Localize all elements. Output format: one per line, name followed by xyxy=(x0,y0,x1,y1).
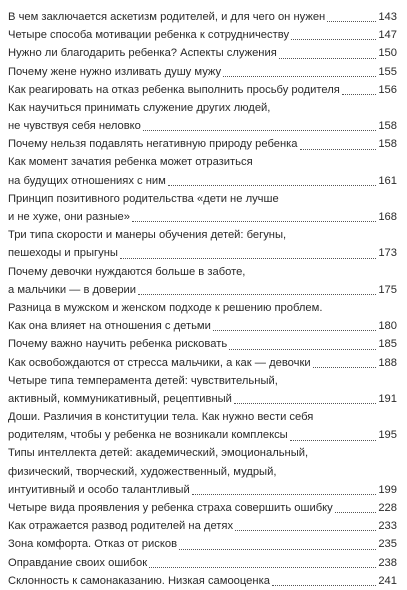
toc-line xyxy=(8,63,397,81)
toc-entry-title: активный, коммуникативный, рецептивный xyxy=(8,392,232,405)
dot-leader xyxy=(192,493,377,495)
toc-entry-title: Зона комфорта. Отказ от рисков xyxy=(8,538,178,551)
toc-entry xyxy=(8,499,397,517)
toc-entry-title: родителям, чтобы у ребенка не возникали комплексы xyxy=(8,429,288,442)
dot-leader xyxy=(327,20,376,22)
toc-entry xyxy=(8,535,397,553)
toc-entry-title: Как освобождаются от стресса мальчики, а как — девочки xyxy=(8,356,311,369)
toc-page-number: 173 xyxy=(378,247,397,260)
toc-entry-title: Почему нельзя подавлять негативную природу ребенка xyxy=(8,138,298,151)
toc-line xyxy=(8,317,397,335)
toc-line xyxy=(8,154,397,172)
dot-leader xyxy=(149,566,376,568)
table-of-contents xyxy=(8,8,397,590)
toc-entry-title: Доши. Различия в конституции тела. Как нужно вести себя xyxy=(8,411,314,424)
toc-page-number: 191 xyxy=(378,392,397,405)
toc-entry-title: пешеходы и прыгуны xyxy=(8,247,118,260)
toc-entry xyxy=(8,263,397,299)
dot-leader xyxy=(168,184,376,186)
toc-entry xyxy=(8,154,397,190)
toc-page-number: 180 xyxy=(378,320,397,333)
toc-entry-title: Разница в мужском и женском подходе к решению проблем. xyxy=(8,301,323,314)
toc-line xyxy=(8,572,397,590)
toc-page-number: 241 xyxy=(378,574,397,587)
toc-entry xyxy=(8,554,397,572)
toc-line xyxy=(8,426,397,444)
toc-line xyxy=(8,299,397,317)
toc-page-number: 155 xyxy=(378,65,397,78)
toc-entry xyxy=(8,135,397,153)
toc-entry xyxy=(8,63,397,81)
toc-line xyxy=(8,445,397,463)
toc-line xyxy=(8,263,397,281)
dot-leader xyxy=(138,293,376,295)
toc-entry-title: Почему девочки нуждаются больше в заботе, xyxy=(8,265,246,278)
toc-entry-title: Четыре способа мотивации ребенка к сотрудничеству xyxy=(8,29,290,42)
toc-entry xyxy=(8,26,397,44)
toc-entry-title: не чувствуя себя неловко xyxy=(8,120,141,133)
toc-page-number: 238 xyxy=(378,556,397,569)
toc-entry xyxy=(8,81,397,99)
toc-entry-title: физический, творческий, художественный, мудрый, xyxy=(8,465,277,478)
toc-entry xyxy=(8,372,397,408)
toc-entry xyxy=(8,299,397,335)
dot-leader xyxy=(229,348,376,350)
toc-line xyxy=(8,354,397,372)
toc-entry-title: Как она влияет на отношения с детьми xyxy=(8,320,211,333)
toc-line xyxy=(8,26,397,44)
toc-line xyxy=(8,226,397,244)
toc-line xyxy=(8,372,397,390)
toc-page-number: 235 xyxy=(378,538,397,551)
dot-leader xyxy=(120,257,376,259)
toc-line xyxy=(8,335,397,353)
dot-leader xyxy=(313,366,377,368)
toc-page-number: 175 xyxy=(378,283,397,296)
dot-leader xyxy=(132,220,376,222)
toc-entry xyxy=(8,190,397,226)
toc-entry-title: Принцип позитивного родительства «дети не лучше xyxy=(8,192,279,205)
toc-line xyxy=(8,208,397,226)
toc-page-number: 150 xyxy=(378,47,397,60)
dot-leader xyxy=(342,93,377,95)
toc-entry-title: а мальчики — в доверии xyxy=(8,283,137,296)
dot-leader xyxy=(235,529,376,531)
toc-entry-title: Склонность к самонаказанию. Низкая самооценка xyxy=(8,574,270,587)
dot-leader xyxy=(272,584,376,586)
toc-entry xyxy=(8,517,397,535)
dot-leader xyxy=(335,511,377,513)
dot-leader xyxy=(179,548,376,550)
dot-leader xyxy=(291,38,376,40)
dot-leader xyxy=(223,75,376,77)
toc-line xyxy=(8,81,397,99)
toc-entry xyxy=(8,354,397,372)
toc-entry-title: Почему важно научить ребенка рисковать xyxy=(8,338,228,351)
toc-page-number: 161 xyxy=(378,174,397,187)
toc-entry xyxy=(8,335,397,353)
toc-line xyxy=(8,190,397,208)
dot-leader xyxy=(300,148,377,150)
toc-entry-title: Почему жене нужно изливать душу мужу xyxy=(8,65,222,78)
toc-line xyxy=(8,408,397,426)
toc-entry-title: Оправдание своих ошибок xyxy=(8,556,148,569)
toc-line xyxy=(8,99,397,117)
toc-entry xyxy=(8,408,397,444)
toc-entry xyxy=(8,226,397,262)
toc-page-number: 168 xyxy=(378,211,397,224)
dot-leader xyxy=(213,329,376,331)
toc-entry-title: Четыре типа темперамента детей: чувствительный, xyxy=(8,374,278,387)
toc-line xyxy=(8,117,397,135)
toc-line xyxy=(8,172,397,190)
toc-line xyxy=(8,8,397,26)
toc-page-number: 143 xyxy=(378,10,397,23)
toc-page-number: 233 xyxy=(378,520,397,533)
toc-entry-title: и не хуже, они разные» xyxy=(8,211,130,224)
toc-page-number: 199 xyxy=(378,483,397,496)
toc-line xyxy=(8,463,397,481)
toc-entry xyxy=(8,44,397,62)
toc-page-number: 158 xyxy=(378,138,397,151)
toc-page-number: 228 xyxy=(378,502,397,515)
toc-entry-title: Как отражается развод родителей на детях xyxy=(8,520,234,533)
toc-entry xyxy=(8,8,397,26)
toc-page-number: 156 xyxy=(378,83,397,96)
toc-line xyxy=(8,535,397,553)
toc-line xyxy=(8,244,397,262)
toc-line xyxy=(8,517,397,535)
dot-leader xyxy=(143,129,376,131)
dot-leader xyxy=(290,439,377,441)
toc-entry xyxy=(8,572,397,590)
toc-entry-title: на будущих отношениях с ним xyxy=(8,174,166,187)
toc-page-number: 185 xyxy=(378,338,397,351)
toc-page-number: 158 xyxy=(378,120,397,133)
toc-line xyxy=(8,281,397,299)
toc-page-number: 188 xyxy=(378,356,397,369)
toc-entry-title: Нужно ли благодарить ребенка? Аспекты служения xyxy=(8,47,277,60)
toc-entry-title: Типы интеллекта детей: академический, эмоциональный, xyxy=(8,447,309,460)
toc-line xyxy=(8,135,397,153)
toc-entry-title: Как реагировать на отказ ребенка выполнить просьбу родителя xyxy=(8,83,340,96)
toc-page-number: 147 xyxy=(378,29,397,42)
toc-line xyxy=(8,44,397,62)
toc-entry-title: В чем заключается аскетизм родителей, и для чего он нужен xyxy=(8,10,326,23)
toc-line xyxy=(8,390,397,408)
toc-line xyxy=(8,499,397,517)
toc-line xyxy=(8,481,397,499)
dot-leader xyxy=(279,57,377,59)
toc-entry-title: интуитивный и особо талантливый xyxy=(8,483,190,496)
toc-entry-title: Четыре вида проявления у ребенка страха совершить ошибку xyxy=(8,502,333,515)
toc-entry-title: Как момент зачатия ребенка может отразиться xyxy=(8,156,253,169)
toc-entry xyxy=(8,99,397,135)
toc-page-number: 195 xyxy=(378,429,397,442)
toc-entry-title: Как научиться принимать служение других людей, xyxy=(8,101,271,114)
toc-line xyxy=(8,554,397,572)
toc-entry xyxy=(8,445,397,500)
dot-leader xyxy=(234,402,376,404)
toc-entry-title: Три типа скорости и манеры обучения детей: бегуны, xyxy=(8,229,287,242)
